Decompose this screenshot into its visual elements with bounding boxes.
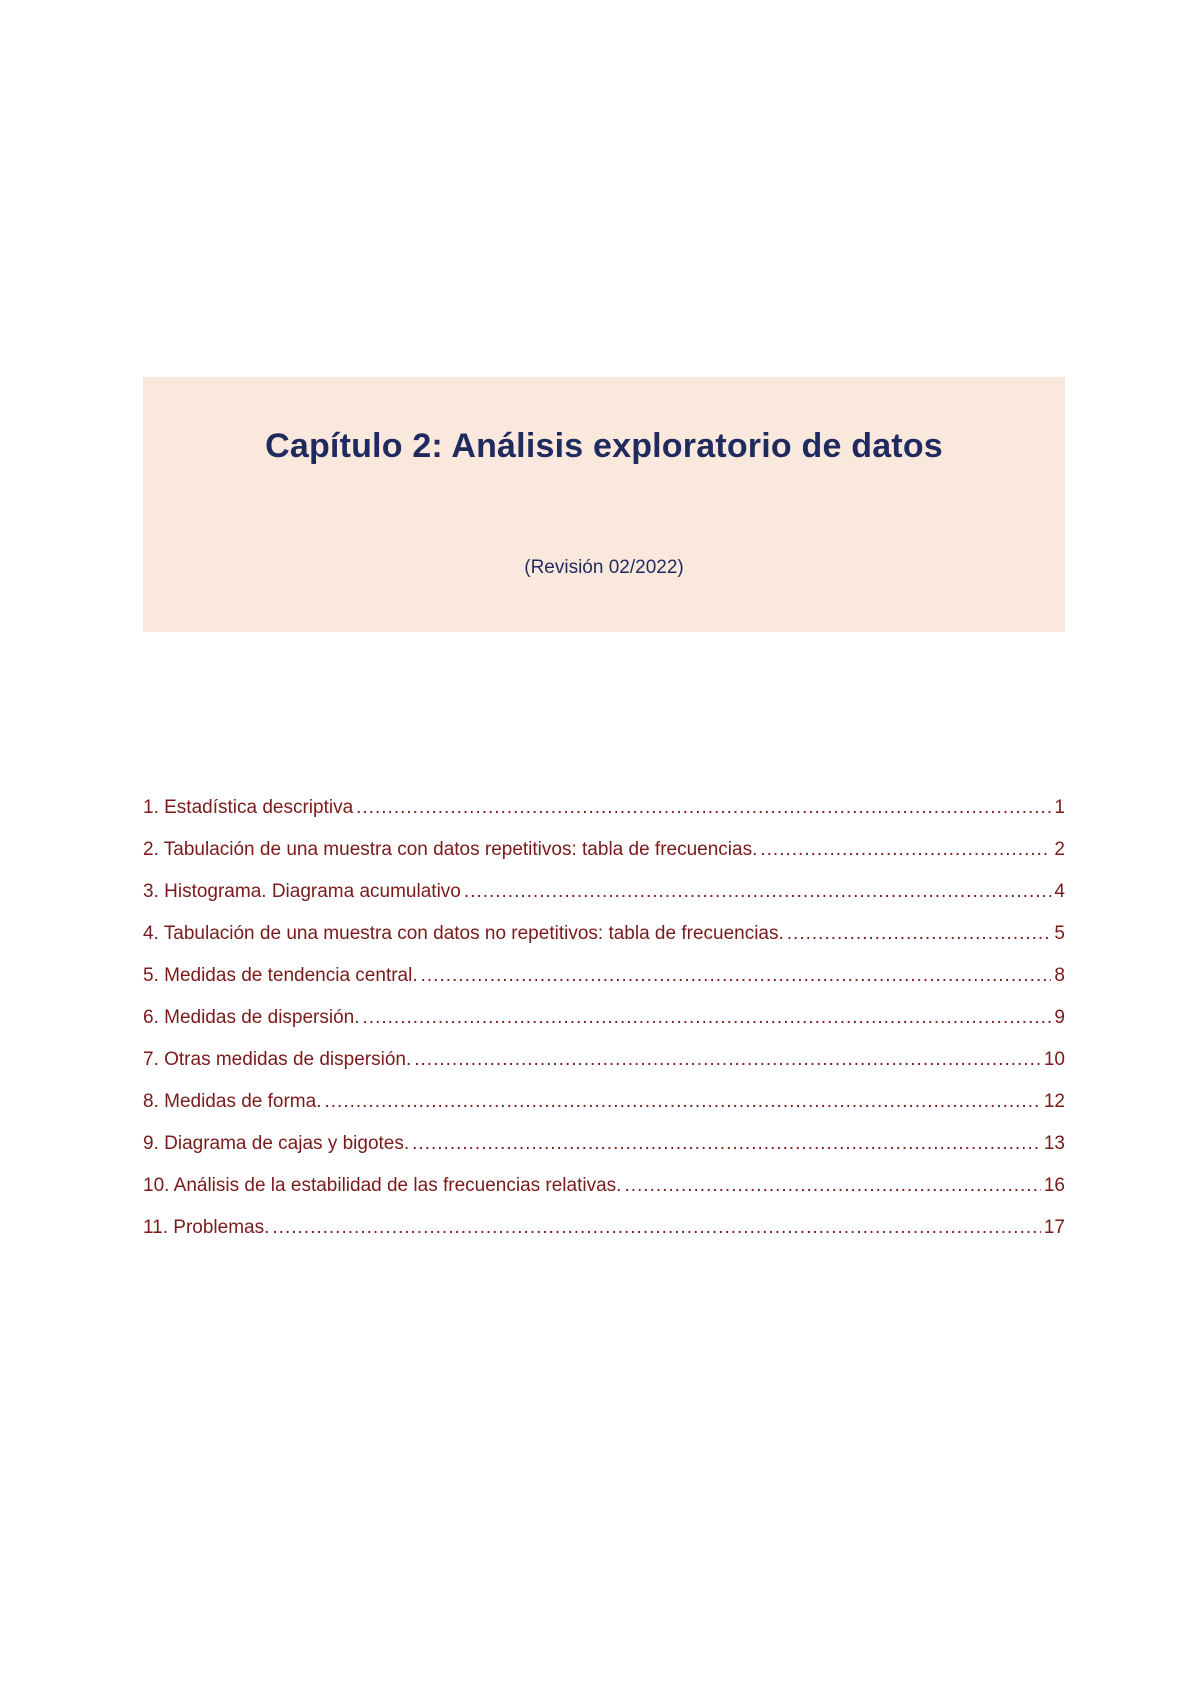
toc-page-number: 4 xyxy=(1054,881,1065,902)
toc-page-number: 1 xyxy=(1054,797,1065,818)
toc-entry[interactable] xyxy=(143,1175,1065,1217)
toc-dot-leader xyxy=(787,923,1052,945)
table-of-contents xyxy=(143,797,1065,1259)
toc-entry-label: 8. Medidas de forma. xyxy=(143,1091,322,1112)
toc-entry-label: 5. Medidas de tendencia central. xyxy=(143,965,418,986)
toc-entry-label: 3. Histograma. Diagrama acumulativo xyxy=(143,881,461,902)
chapter-title: Capítulo 2: Análisis exploratorio de datos xyxy=(265,427,943,465)
toc-page-number: 9 xyxy=(1054,1007,1065,1028)
toc-entry-label: 2. Tabulación de una muestra con datos repetitivos: tabla de frecuencias. xyxy=(143,839,758,860)
toc-entry[interactable] xyxy=(143,1091,1065,1133)
toc-entry-label: 4. Tabulación de una muestra con datos no repetitivos: tabla de frecuencias. xyxy=(143,923,784,944)
toc-dot-leader xyxy=(760,839,1051,861)
toc-entry[interactable] xyxy=(143,839,1065,881)
toc-entry-label: 10. Análisis de la estabilidad de las frecuencias relativas. xyxy=(143,1175,622,1196)
toc-dot-leader xyxy=(272,1217,1040,1239)
toc-entry[interactable] xyxy=(143,1007,1065,1049)
toc-dot-leader xyxy=(324,1091,1040,1113)
toc-page-number: 17 xyxy=(1043,1217,1065,1238)
toc-entry[interactable] xyxy=(143,881,1065,923)
toc-dot-leader xyxy=(356,797,1051,819)
toc-entry[interactable] xyxy=(143,965,1065,1007)
toc-entry[interactable] xyxy=(143,797,1065,839)
toc-page-number: 5 xyxy=(1054,923,1065,944)
toc-page-number: 16 xyxy=(1043,1175,1065,1196)
toc-dot-leader xyxy=(414,1049,1041,1071)
toc-page-number: 2 xyxy=(1054,839,1065,860)
toc-entry[interactable] xyxy=(143,1133,1065,1175)
toc-page-number: 13 xyxy=(1043,1133,1065,1154)
toc-dot-leader xyxy=(421,965,1052,987)
title-box xyxy=(143,377,1065,632)
toc-page-number: 8 xyxy=(1054,965,1065,986)
toc-entry[interactable] xyxy=(143,923,1065,965)
toc-dot-leader xyxy=(412,1133,1041,1155)
toc-entry-label: 7. Otras medidas de dispersión. xyxy=(143,1049,412,1070)
toc-dot-leader xyxy=(363,1007,1052,1029)
toc-page-number: 10 xyxy=(1043,1049,1065,1070)
toc-entry[interactable] xyxy=(143,1049,1065,1091)
revision-label: (Revisión 02/2022) xyxy=(524,557,684,578)
toc-dot-leader xyxy=(624,1175,1040,1197)
toc-dot-leader xyxy=(464,881,1052,903)
toc-page-number: 12 xyxy=(1043,1091,1065,1112)
toc-entry-label: 11. Problemas. xyxy=(143,1217,270,1238)
toc-entry-label: 1. Estadística descriptiva xyxy=(143,797,354,818)
toc-entry-label: 9. Diagrama de cajas y bigotes. xyxy=(143,1133,410,1154)
toc-entry[interactable] xyxy=(143,1217,1065,1259)
toc-entry-label: 6. Medidas de dispersión. xyxy=(143,1007,360,1028)
